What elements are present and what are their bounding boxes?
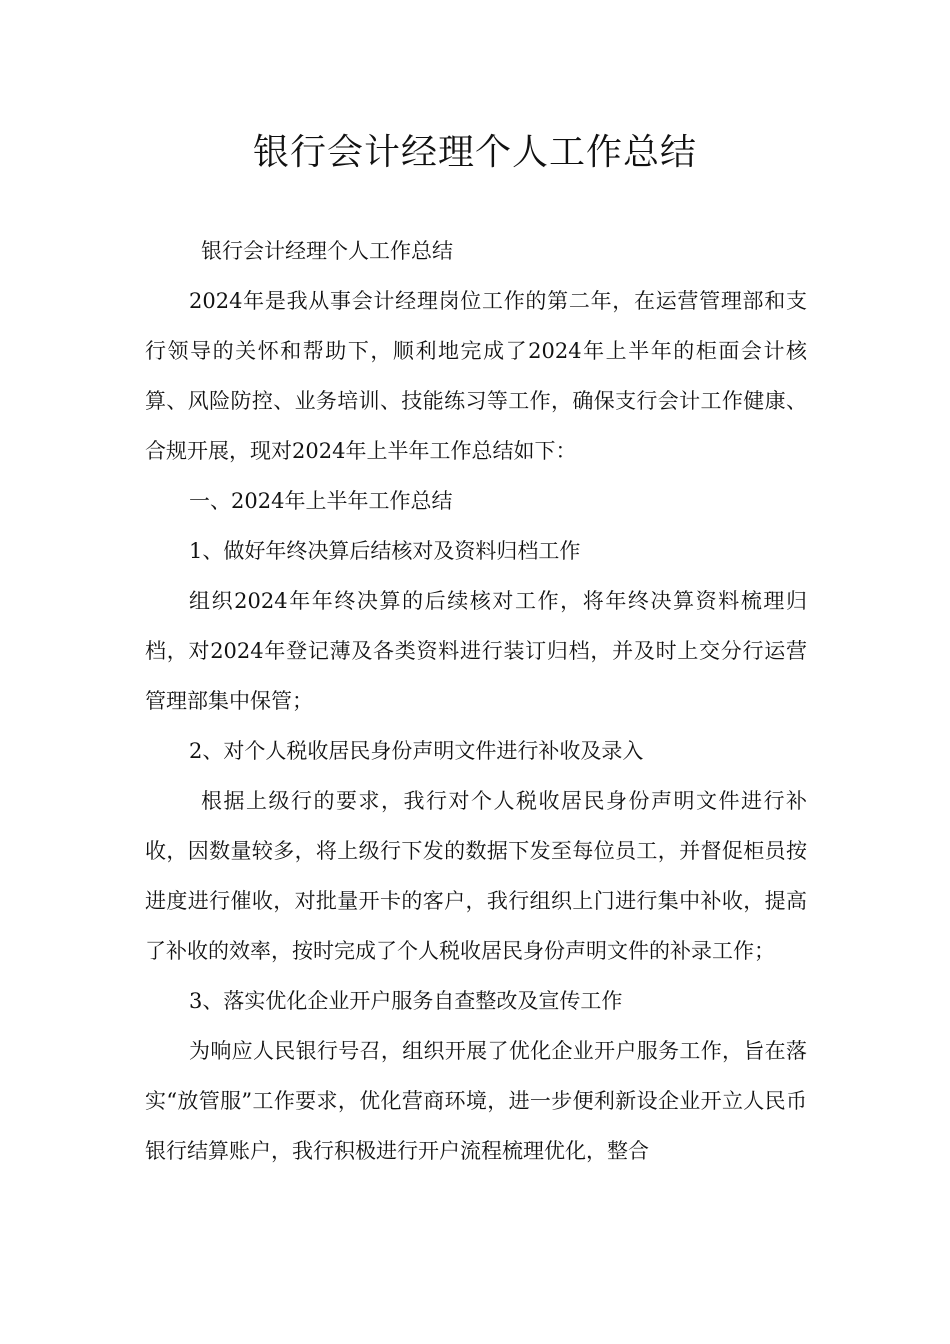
document-title: 银行会计经理个人工作总结 — [252, 132, 697, 173]
document-body — [145, 226, 807, 1176]
item-heading-1: 1、做好年终决算后结核对及资料归档工作 — [189, 539, 581, 563]
item-heading-3: 3、落实优化企业开户服务自查整改及宣传工作 — [189, 989, 623, 1013]
paragraph-intro: 2024年是我从事会计经理岗位工作的第二年，在运营管理部和支行领导的关怀和帮助下，顺利地完成了2024年上半年的柜面会计核算、风险防控、业务培训、技能练习等工作，确保支行会计工作健康、合规开展，现对2024年上半年工作总结如下： — [145, 289, 807, 463]
paragraph-subtitle: 银行会计经理个人工作总结 — [201, 239, 453, 263]
paragraph-item-1: 组织2024年年终决算的后续核对工作，将年终决算资料梳理归档，对2024年登记薄及各类资料进行装订归档，并及时上交分行运营管理部集中保管； — [145, 589, 807, 713]
section-heading: 一、2024年上半年工作总结 — [189, 489, 453, 513]
paragraph-item-3: 为响应人民银行号召，组织开展了优化企业开户服务工作，旨在落实“放管服”工作要求，优化营商环境，进一步便利新设企业开立人民币银行结算账户，我行积极进行开户流程梳理优化，整合 — [145, 1039, 807, 1163]
paragraph-item-2: 根据上级行的要求，我行对个人税收居民身份声明文件进行补收，因数量较多，将上级行下发的数据下发至每位员工，并督促柜员按进度进行催收，对批量开卡的客户，我行组织上门进行集中补收，提高了补收的效率，按时完成了个人税收居民身份声明文件的补录工作； — [145, 789, 807, 963]
item-heading-2: 2、对个人税收居民身份声明文件进行补收及录入 — [189, 739, 644, 763]
